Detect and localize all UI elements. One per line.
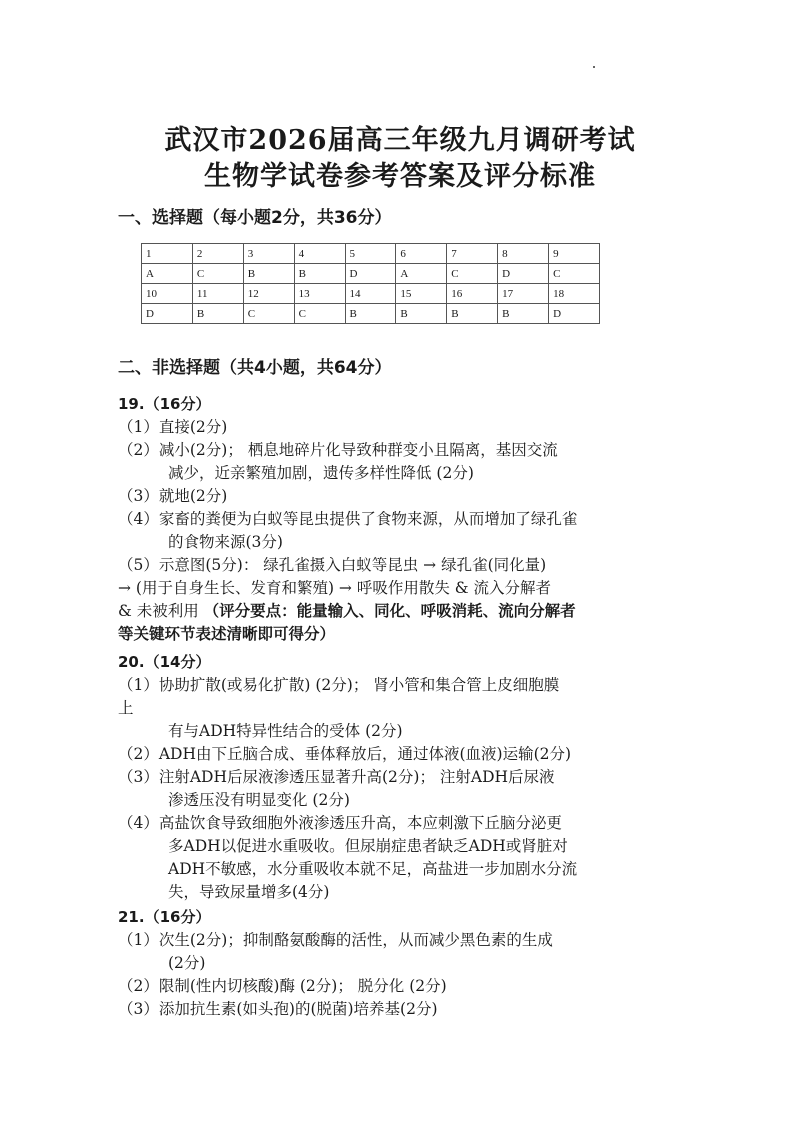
section-multiple-choice-heading: 一、选择题（每小题2分，共36分）: [118, 208, 392, 228]
answer-line: 减少，近亲繁殖加剧，遗传多样性降低 (2分): [168, 464, 474, 482]
answer-line: 上: [118, 699, 134, 717]
answer-table-cell: D: [549, 304, 600, 324]
question-20: [118, 651, 698, 904]
answer-text: & 未被利用: [118, 602, 204, 620]
answer-table-cell: B: [243, 264, 294, 284]
answer-table-cell: D: [142, 304, 193, 324]
answer-table-cell: A: [396, 264, 447, 284]
question-19: [118, 393, 698, 646]
page-subtitle: 生物学试卷参考答案及评分标准: [204, 161, 596, 192]
question-header: 20.（14分）: [118, 653, 211, 671]
question-header: 19.（16分）: [118, 395, 211, 413]
answer-line: 渗透压没有明显变化 (2分): [168, 791, 350, 809]
answer-line: 失，导致尿量增多(4分): [168, 883, 330, 901]
answer-line: （4）家畜的粪便为白蚁等昆虫提供了食物来源，从而增加了绿孔雀: [118, 510, 578, 528]
answer-table-cell: D: [498, 264, 549, 284]
answer-table-cell: B: [447, 304, 498, 324]
answer-table-cell: C: [192, 264, 243, 284]
answer-table-cell: 5: [345, 244, 396, 264]
answer-table-cell: B: [294, 264, 345, 284]
answer-table-cell: 16: [447, 284, 498, 304]
answer-table-cell: 14: [345, 284, 396, 304]
answer-table-cell: C: [447, 264, 498, 284]
answer-table-cell: B: [345, 304, 396, 324]
answer-table-cell: 13: [294, 284, 345, 304]
answer-line: （1）协助扩散(或易化扩散) (2分)； 肾小管和集合管上皮细胞膜: [118, 676, 560, 694]
section-free-response-heading: 二、非选择题（共4小题，共64分）: [118, 358, 392, 378]
answer-line: （3）添加抗生素(如头孢)的(脱菌)培养基(2分): [118, 1000, 438, 1018]
answer-table-cell: 12: [243, 284, 294, 304]
answer-line: （2）减小(2分)； 栖息地碎片化导致种群变小且隔离，基因交流: [118, 441, 558, 459]
answer-table-cell: D: [345, 264, 396, 284]
answer-line: （2）限制(性内切核酸)酶 (2分)； 脱分化 (2分): [118, 977, 447, 995]
question-header: 21.（16分）: [118, 908, 211, 926]
answer-table-row: [142, 304, 600, 324]
answer-line: （4）高盐饮食导致细胞外液渗透压升高，本应刺激下丘脑分泌更: [118, 814, 562, 832]
answer-table-cell: 17: [498, 284, 549, 304]
page-title: 武汉市2026届高三年级九月调研考试: [164, 125, 636, 156]
answer-table-cell: 6: [396, 244, 447, 264]
answer-line: [118, 600, 698, 623]
answer-table-cell: B: [498, 304, 549, 324]
answer-table-cell: 8: [498, 244, 549, 264]
answer-table-cell: 4: [294, 244, 345, 264]
answer-table-cell: 11: [192, 284, 243, 304]
scoring-note: 等关键环节表述清晰即可得分）: [118, 625, 336, 643]
answer-table-cell: A: [142, 264, 193, 284]
answer-table-cell: B: [192, 304, 243, 324]
answer-line: （2）ADH由下丘脑合成、垂体释放后，通过体液(血液)运输(2分): [118, 745, 572, 763]
answer-line: （3）注射ADH后尿液渗透压显著升高(2分)； 注射ADH后尿液: [118, 768, 555, 786]
answer-line: 多ADH以促进水重吸收。但尿崩症患者缺乏ADH或肾脏对: [168, 837, 568, 855]
answer-table-cell: 9: [549, 244, 600, 264]
answer-table-cell: 10: [142, 284, 193, 304]
answer-table-cell: 7: [447, 244, 498, 264]
answer-table-cell: C: [243, 304, 294, 324]
answer-table-cell: 15: [396, 284, 447, 304]
answer-line: 有与ADH特异性结合的受体 (2分): [168, 722, 403, 740]
answer-table-cell: C: [294, 304, 345, 324]
answer-table-cell: 2: [192, 244, 243, 264]
scoring-note: （评分要点：能量输入、同化、呼吸消耗、流向分解者: [203, 602, 576, 620]
answer-table-row: [142, 244, 600, 264]
question-21: [118, 906, 698, 1021]
answer-table-row: [142, 264, 600, 284]
answer-line: (2分): [168, 954, 206, 972]
multiple-choice-answer-table: [141, 243, 600, 324]
answer-line: → (用于自身生长、发育和繁殖) → 呼吸作用散失 & 流入分解者: [118, 579, 552, 597]
answer-line: （3）就地(2分): [118, 487, 228, 505]
answer-table-cell: C: [549, 264, 600, 284]
answer-table-cell: B: [396, 304, 447, 324]
answer-line: 的食物来源(3分): [168, 533, 283, 551]
answer-line: （1）直接(2分): [118, 418, 228, 436]
scan-speck: [593, 66, 595, 68]
answer-line: ADH不敏感，水分重吸收本就不足，高盐进一步加剧水分流: [168, 860, 578, 878]
answer-line: （5）示意图(5分)： 绿孔雀摄入白蚁等昆虫 → 绿孔雀(同化量): [118, 556, 547, 574]
answer-line: （1）次生(2分)；抑制酪氨酸酶的活性，从而减少黑色素的生成: [118, 931, 553, 949]
answer-table-cell: 1: [142, 244, 193, 264]
answer-table-cell: 3: [243, 244, 294, 264]
answer-table-cell: 18: [549, 284, 600, 304]
answer-table-row: [142, 284, 600, 304]
